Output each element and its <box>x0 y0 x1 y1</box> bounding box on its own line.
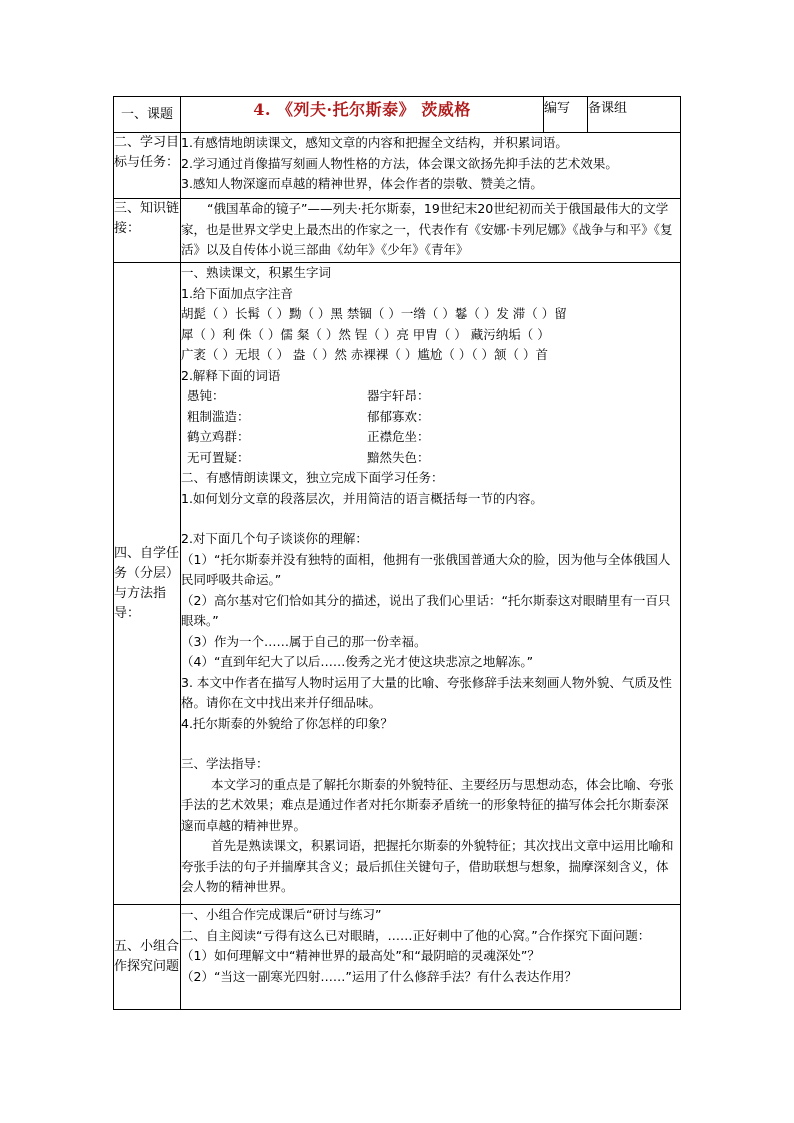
group-line: 一、小组合作完成课后“研讨与练习” <box>181 907 382 922</box>
word-term: 鹤立鸡群： <box>187 429 250 444</box>
goals-content <box>181 133 681 199</box>
section-heading: 一、熟读课文，积累生字词 <box>181 265 332 280</box>
blank-line <box>181 509 680 529</box>
label-selfstudy: 四、自学任务（分层）与方法指导： <box>114 263 181 905</box>
selfstudy-content <box>181 263 681 905</box>
word-term: 无可置疑： <box>187 449 250 465</box>
question: 4.托尔斯泰的外貌给了你怎样的印象？ <box>181 715 393 731</box>
sentence-item: （4）“直到年纪大了以后……俊秀之光才使这块悲凉之地解冻。” <box>181 654 534 669</box>
label-goals: 二、学习目标与任务： <box>114 133 181 199</box>
section-heading: 三、学法指导： <box>181 756 269 771</box>
label-group: 五、小组合作探究问题 <box>114 905 181 1010</box>
method-paragraph: 首先是熟读课文，积累词语，把握托尔斯泰的外貌特征；其次找出文章中运用比喻和夸张手法的句子并揣摩其含义；最后抓住关键句子，借助联想与想象，揣摩深刻含义，体会人物的精神世界。 <box>181 838 674 894</box>
question: 2.对下面几个句子谈谈你的理解： <box>181 531 368 546</box>
question: 2.解释下面的词语 <box>181 367 281 383</box>
question: 1.给下面加点字注音 <box>181 285 293 301</box>
knowledge-content <box>181 199 681 263</box>
knowledge-text: “俄国革命的镜子”——列夫·托尔斯泰，19世纪末20世纪初而关于俄国最伟大的文学家，也是世界文学史上最杰出的作家之一，代表作有《安娜·卡列尼娜》《战争与和平》《复活》以及自传体小说三部曲《幼年》《少年》《青年》 <box>181 201 673 257</box>
word-pair <box>181 448 680 469</box>
group-line: （1）如何理解文中“精神世界的最高处”和“最阴暗的灵魂深处”？ <box>181 948 540 963</box>
sentence-item: （3）作为一个……属于自己的那一份幸福。 <box>181 633 427 649</box>
goal-item: 3.感知人物深邃而卓越的精神世界，体会作者的崇敬、赞美之情。 <box>181 176 543 191</box>
word-pair <box>181 427 680 448</box>
pinyin-line: 胡髭（ ）长髯（ ）黝（ ）黑 禁锢（ ）一绺（ ）鬈（ ）发 滞（ ）留 <box>181 306 567 321</box>
word-term: 黯然失色： <box>367 449 430 465</box>
word-term: 粗制滥造： <box>187 408 250 424</box>
lesson-plan-table <box>113 96 681 1010</box>
label-topic: 一、课题 <box>114 97 181 133</box>
word-term: 器宇轩昂： <box>367 388 430 403</box>
pinyin-line: 广袤（ ）无垠（ ） 盎（ ）然 赤裸裸（ ）尴尬（ ）（ ）颔（ ）首 <box>181 347 549 362</box>
pinyin-line: 犀（ ）利 侏（ ）儒 粲（ ）然 锃（ ）亮 甲胄（ ） 藏污纳垢（ ） <box>181 326 550 342</box>
sentence-item: （2）高尔基对它们恰如其分的描述，说出了我们心里话：“托尔斯泰这对眼睛里有一百只眼珠。” <box>181 592 671 628</box>
question: 1.如何划分文章的段落层次，并用简洁的语言概括每一节的内容。 <box>181 490 543 506</box>
group-content <box>181 905 681 1010</box>
blank-line <box>181 734 680 754</box>
section-heading: 二、有感情朗读课文，独立完成下面学习任务： <box>181 470 444 485</box>
label-knowledge: 三、知识链接： <box>114 199 181 263</box>
goal-item: 2.学习通过肖像描写刻画人物性格的方法，体会课文欲扬先抑手法的艺术效果。 <box>181 155 618 171</box>
word-term: 愚钝： <box>187 388 225 403</box>
question: 3. 本文中作者在描写人物时运用了大量的比喻、夸张修辞手法来刻画人物外貌、气质及性格。请你在文中找出来并仔细品味。 <box>181 674 672 710</box>
group-line: （2）“当这一副寒光四射……”运用了什么修辞手法？有什么表达作用？ <box>181 968 577 984</box>
group-line: 二、自主阅读“亏得有这么已对眼睛，……正好刺中了他的心窝。”合作探究下面问题： <box>181 927 651 943</box>
lesson-title: 4. 《列夫·托尔斯泰》 茨威格 <box>253 100 471 119</box>
word-pair <box>181 407 680 428</box>
word-term: 郁郁寡欢： <box>367 408 430 424</box>
sentence-item: （1）“托尔斯泰并没有独特的面相，他拥有一张俄国普通大众的脸，因为他与全体俄国人民同呼吸共命运。” <box>181 551 671 587</box>
group-label: 备课组 <box>588 97 681 133</box>
goal-item: 1.有感情地朗读课文，感知文章的内容和把握全文结构，并积累词语。 <box>181 135 568 150</box>
writer-label: 编写 <box>544 97 588 133</box>
word-pair <box>181 386 680 407</box>
word-term: 正襟危坐： <box>367 429 430 444</box>
lesson-title-cell <box>181 97 544 133</box>
method-paragraph: 本文学习的重点是了解托尔斯泰的外貌特征、主要经历与思想动态，体会比喻、夸张手法的艺术效果；难点是通过作者对托尔斯泰矛盾统一的形象特征的描写体会托尔斯泰深邃而卓越的精神世界。 <box>181 776 674 833</box>
